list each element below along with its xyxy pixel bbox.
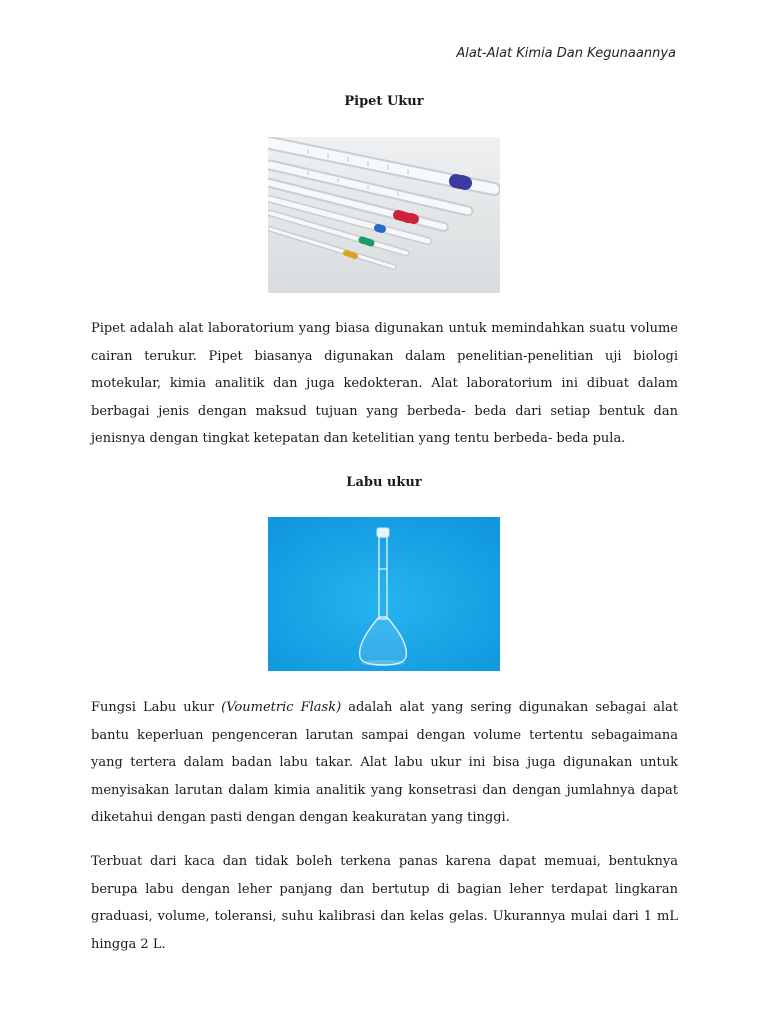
labu-text-rest: adalah alat yang sering digunakan sebagai alat bantu keperluan pengenceran larutan sampai dengan volume tertentu sebagaimana yang tertera dalam badan labu takar. Alat labu ukur ini bisa juga digunakan untuk menyisakan larutan dalam kimia analitik yang konsetrasi dan dengan jumlahnya dapat diketahui dengan pasti dengan dengan keakuratan yang tinggi. [91,700,678,825]
labu-material-description: Terbuat dari kaca dan tidak boleh terkena panas karena dapat memuai, bentuknya berupa labu dengan leher panjang dan bertutup di bagian leher terdapat lingkaran graduasi, volume, toleransi, suhu kalibrasi dan kelas gelas. Ukurannya mulai dari 1 mL hingga 2 L. [91,854,678,952]
section-title-labu: Labu ukur [346,475,422,490]
volumetric-flask-image [268,517,500,671]
labu-text-start: Fungsi Labu ukur [91,700,222,715]
pipette-image [268,137,500,293]
labu-description [91,694,678,832]
running-header: Alat-Alat Kimia Dan Kegunaannya [456,46,676,61]
pipet-description: Pipet adalah alat laboratorium yang biasa digunakan untuk memindahkan suatu volume cairan terukur. Pipet biasanya digunakan dalam penelitian-penelitian uji biologi motekular, kimia analitik dan juga kedokteran. Alat laboratorium ini dibuat dalam berbagai jenis dengan maksud tujuan yang berbeda- beda dari setiap bentuk dan jenisnya dengan tingkat ketepatan dan ketelitian yang tentu berbeda- beda pula. [91,321,678,446]
section-title-pipet: Pipet Ukur [344,94,424,109]
labu-term-english: (Voumetric Flask) [221,700,342,715]
